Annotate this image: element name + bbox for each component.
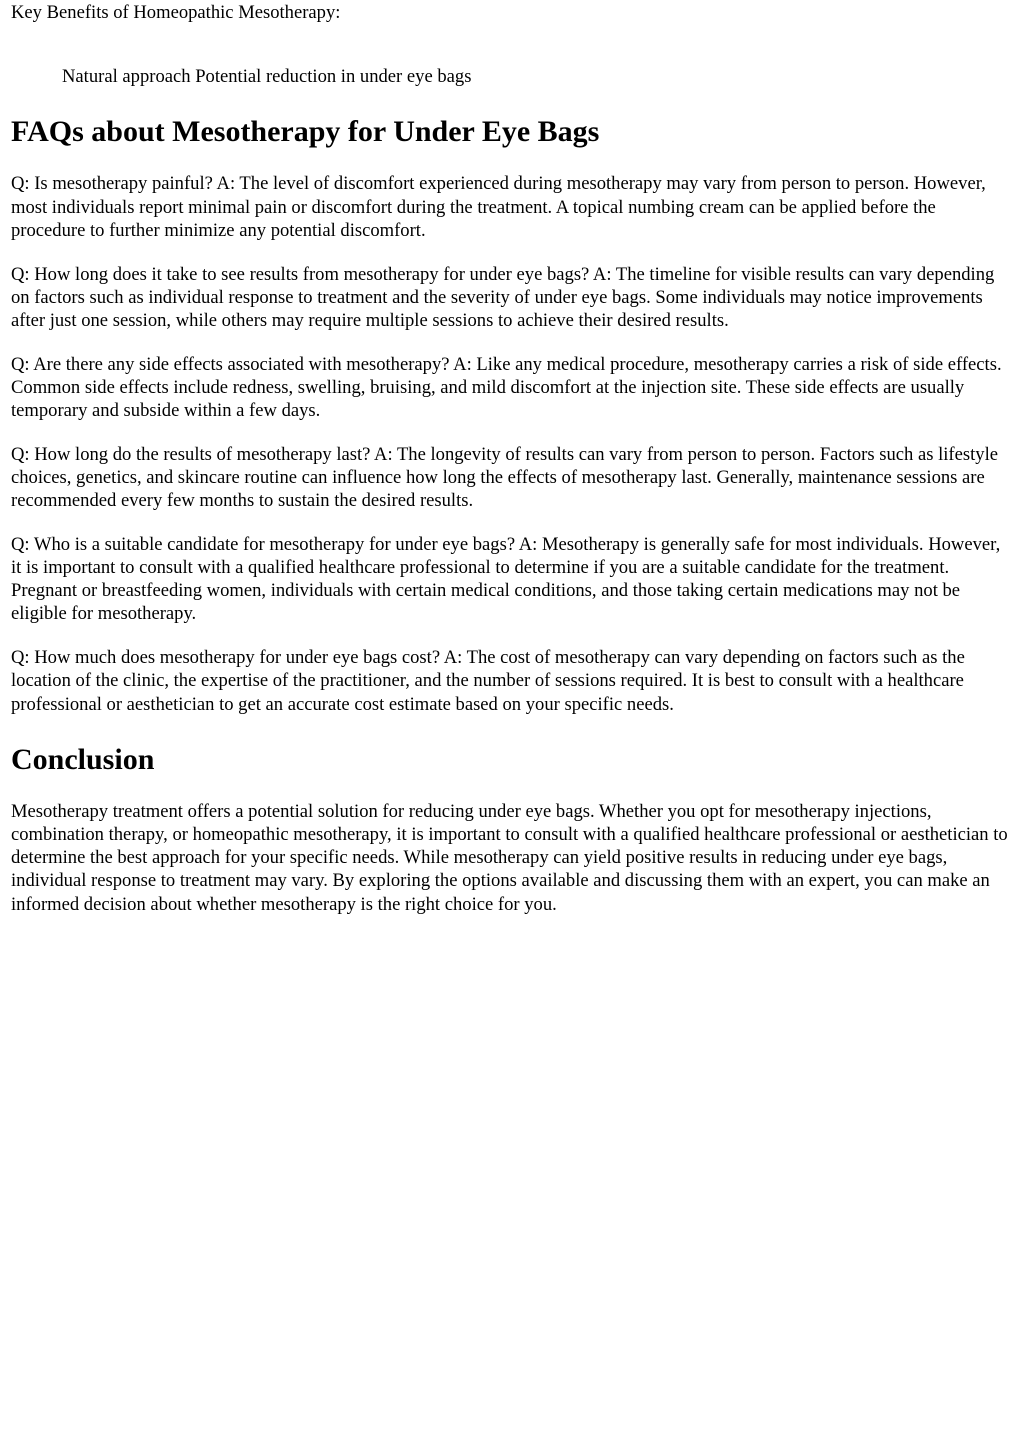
faq-heading: FAQs about Mesotherapy for Under Eye Bags [11,115,600,149]
benefits-label: Key Benefits of Homeopathic Mesotherapy: [11,2,341,23]
faq-item: Q: How long do the results of mesotherapy last? A: The longevity of results can vary from person to person. Factors such as lifestyle choices, genetics, and skincare routine can influence how long the effects of mesotherapy last. Generally, maintenance sessions are recommended every few months to sustain the desired results. [11,443,998,512]
faq-list [11,172,1014,715]
faq-item: Q: How much does mesotherapy for under eye bags cost? A: The cost of mesotherapy can vary depending on factors such as the location of the clinic, the expertise of the practitioner, and the number of sessions required. It is best to consult with a healthcare professional or aesthetician to get an accurate cost estimate based on your specific needs. [11,647,965,715]
faq-item: Q: Are there any side effects associated with mesotherapy? A: Like any medical procedure, mesotherapy carries a risk of side effects. Common side effects include redness, swelling, bruising, and mild discomfort at the injection site. These side effects are usually temporary and subside within a few days. [11,353,1002,422]
faq-item: Q: Who is a suitable candidate for mesotherapy for under eye bags? A: Mesotherapy is generally safe for most individuals. However, it is important to consult with a qualified healthcare professional to determine if you are a suitable candidate for the treatment. Pregnant or breastfeeding women, individuals with certain medical conditions, and those taking certain medications may not be eligible for mesotherapy. [11,533,1001,625]
benefits-list: Natural approach Potential reduction in under eye bags [62,66,472,88]
faq-item: Q: How long does it take to see results from mesotherapy for under eye bags? A: The timeline for visible results can vary depending on factors such as individual response to treatment and the severity of under eye bags. Some individuals may notice improvements after just one session, while others may require multiple sessions to achieve their desired results. [11,263,995,331]
faq-item: Q: Is mesotherapy painful? A: The level of discomfort experienced during mesotherapy may vary from person to person. However, most individuals report minimal pain or discomfort during the treatment. A topical numbing cream can be applied before the procedure to further minimize any potential discomfort. [11,173,986,241]
conclusion-paragraph: Mesotherapy treatment offers a potential solution for reducing under eye bags. Whether you opt for mesotherapy injections, combination therapy, or homeopathic mesotherapy, it is important to consult with a qualified healthcare professional or aesthetician to determine the best approach for your specific needs. While mesotherapy can yield positive results in reducing under eye bags, individual response to treatment may vary. By exploring the options available and discussing them with an expert, you can make an informed decision about whether mesotherapy is the right choice for you. [11,800,1008,915]
conclusion-heading: Conclusion [11,742,155,776]
